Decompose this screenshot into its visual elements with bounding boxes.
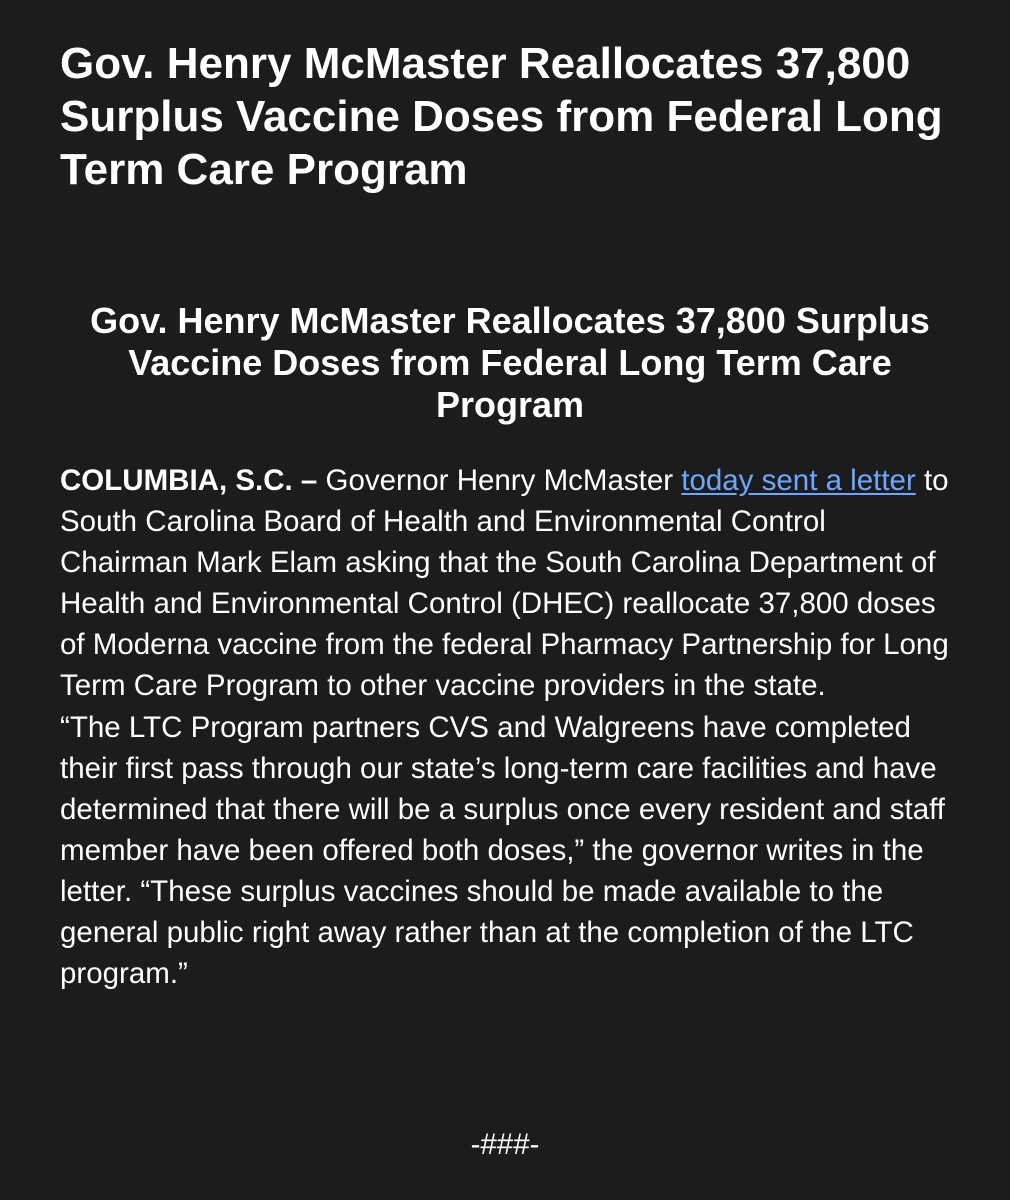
page-headline: Gov. Henry McMaster Reallocates 37,800 Surplus Vaccine Doses from Federal Long Term Care Program [60,39,943,194]
letter-link[interactable]: today sent a letter [681,464,916,497]
release-paragraph-1 [60,460,960,707]
release-body [60,460,960,994]
dateline: COLUMBIA, S.C. – [60,464,318,497]
paragraph-1-lead: Governor Henry McMaster [317,464,682,497]
release-title: Gov. Henry McMaster Reallocates 37,800 Surplus Vaccine Doses from Federal Long Term Care Program [90,300,930,425]
release-paragraph-2: “The LTC Program partners CVS and Walgreens have completed their first pass through our state’s long-term care facilities and have determined that there will be a surplus once every resident and staff member have been offered both doses,” the governor writes in the letter. “These surplus vaccines should be made available to the general public right away rather than at the completion of the LTC program.” [60,710,945,991]
paragraph-1-rest: to South Carolina Board of Health and Environmental Control Chairman Mark Elam asking that the South Carolina Department of Health and Environmental Control (DHEC) reallocate 37,800 doses of Moderna vaccine from the federal Pharmacy Partnership for Long Term Care Program to other vaccine providers in the state. [60,464,949,703]
end-mark: -###- [470,1128,540,1161]
